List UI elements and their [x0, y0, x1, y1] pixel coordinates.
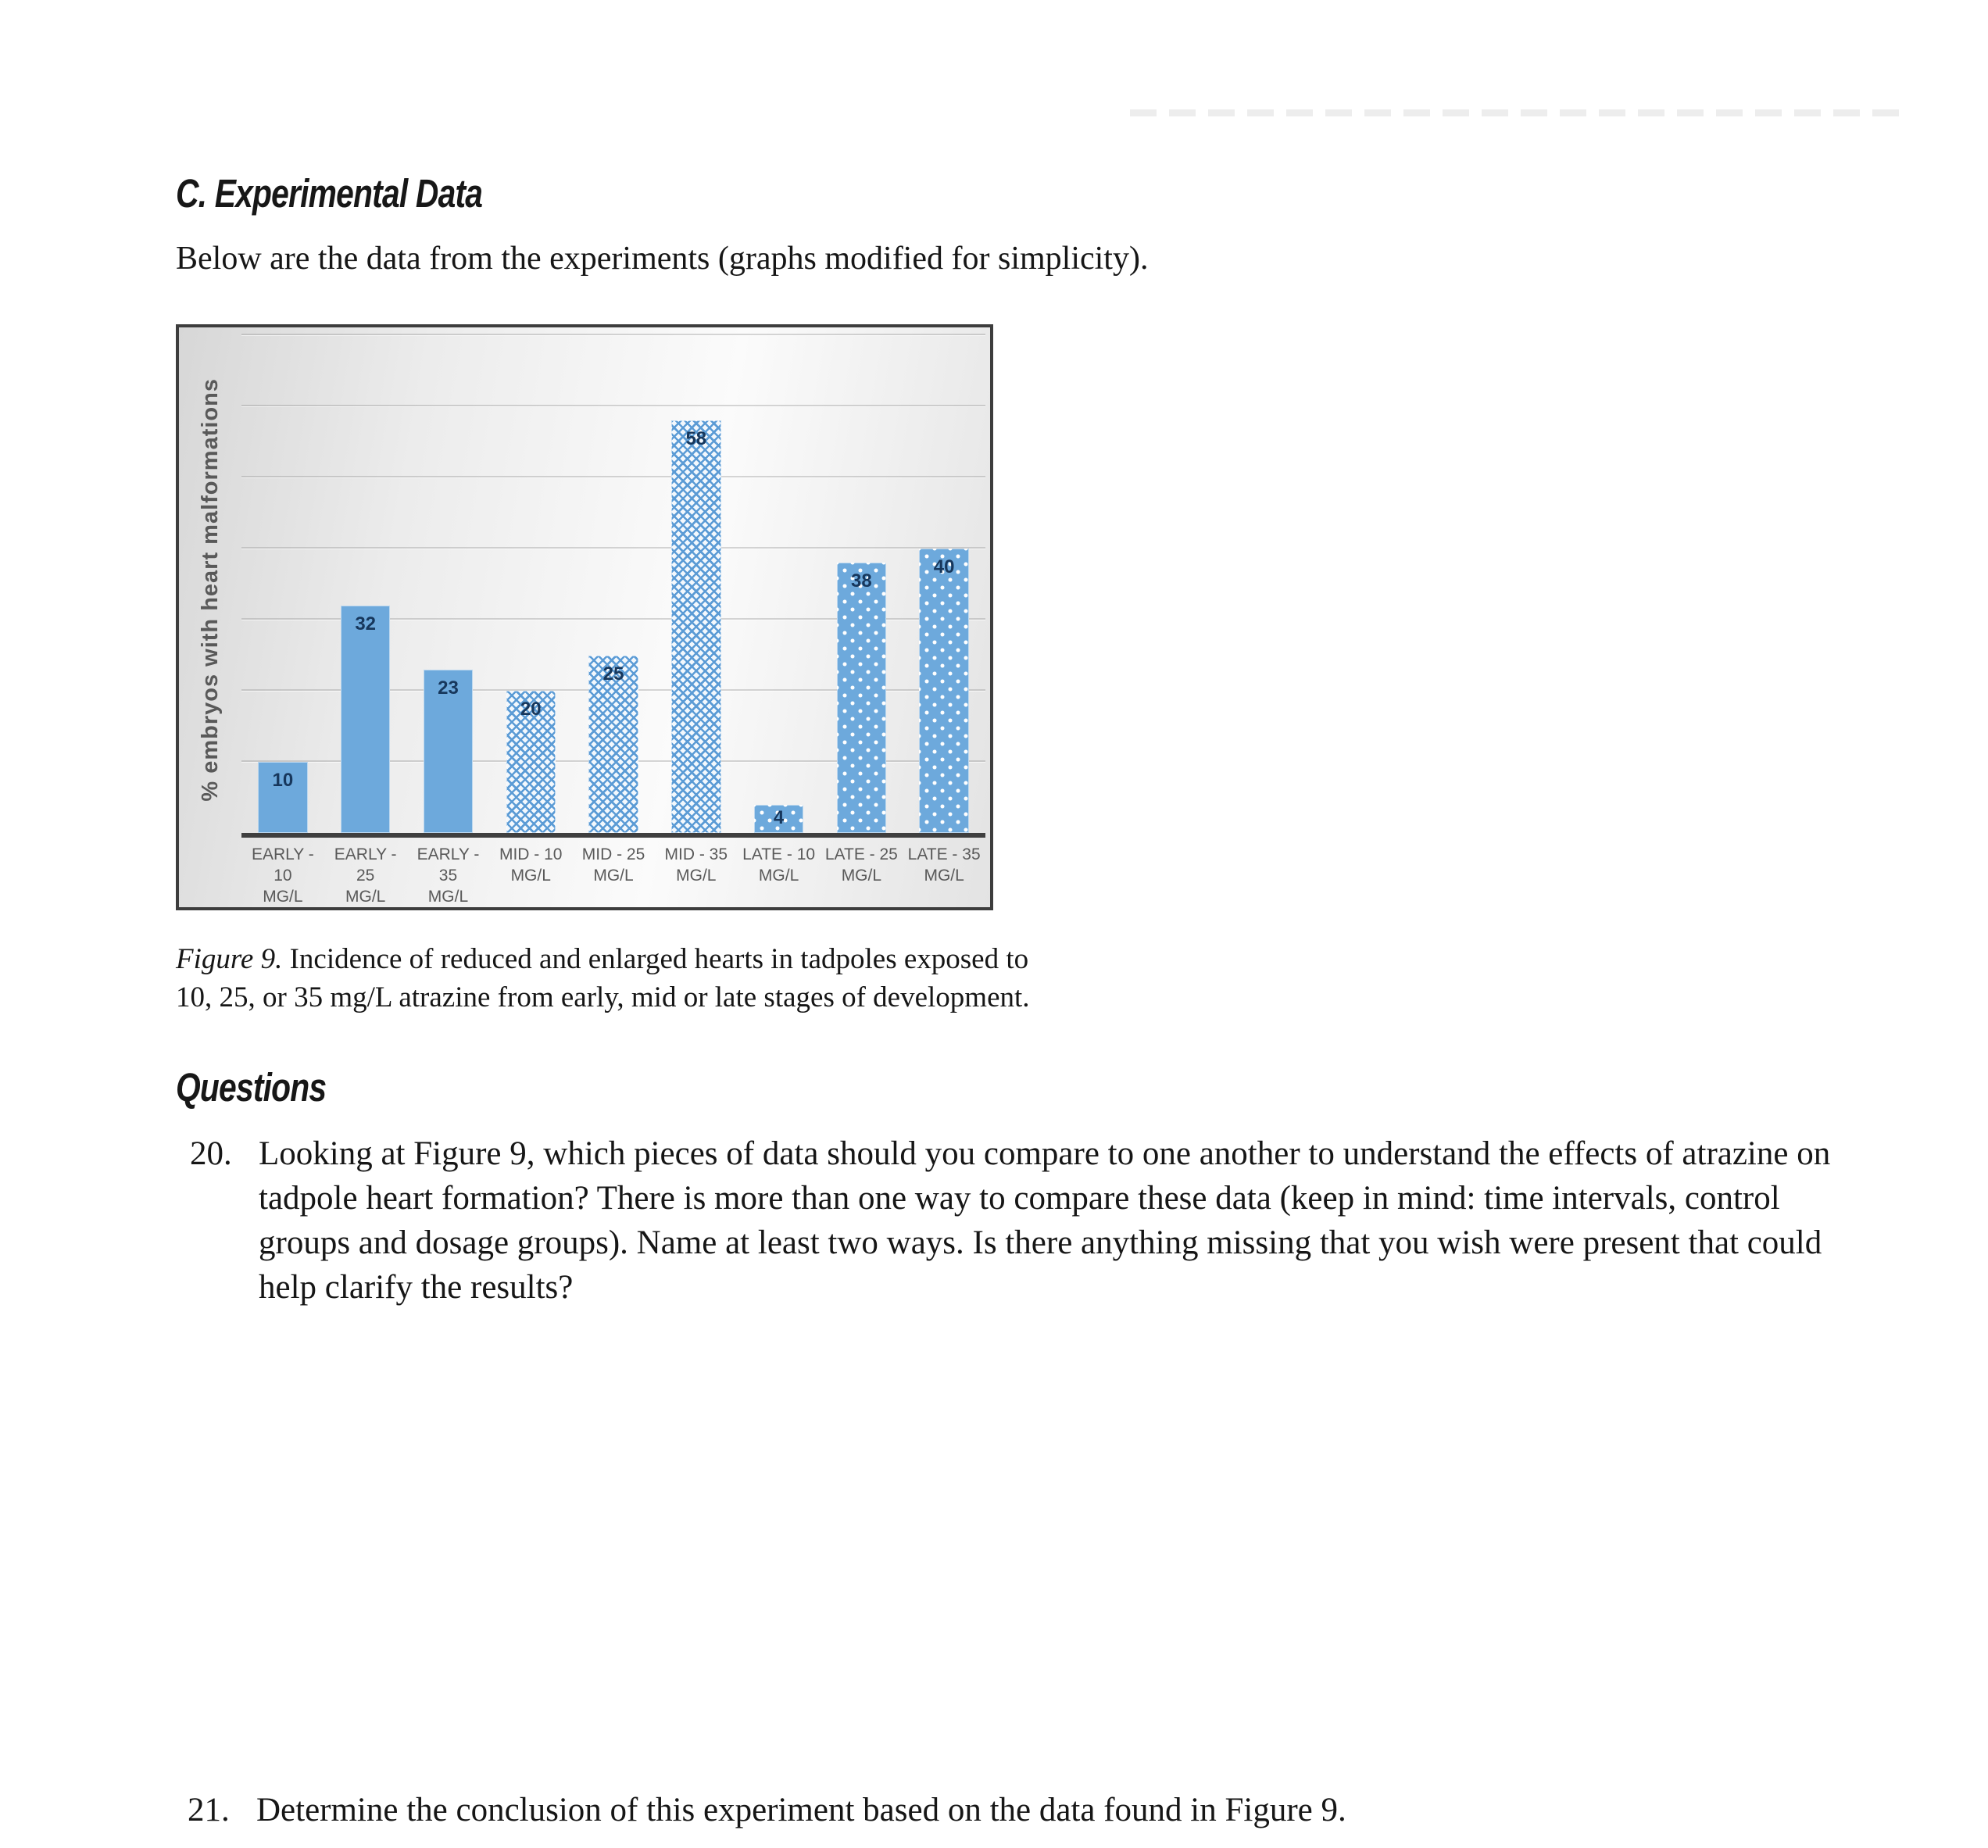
x-tick-early-35-mg-l: [407, 844, 490, 907]
bar-late-35-mg-l: [919, 549, 968, 833]
question-21-text: Determine the conclusion of this experiment based on the data found in Figure 9.: [256, 1792, 1346, 1828]
x-tick-line1: EARLY - 10: [252, 845, 314, 885]
x-tick-line1: EARLY - 35: [417, 845, 480, 885]
bar-value-label-early-10-mg-l: 10: [272, 770, 294, 791]
x-tick-line2: MG/L: [841, 867, 882, 885]
bar-value-label-late-25-mg-l: 38: [851, 570, 872, 592]
bar-late-25-mg-l: [837, 563, 886, 833]
bar-early-35-mg-l: [424, 670, 473, 833]
x-tick-early-10-mg-l: [241, 844, 324, 907]
faint-header-artifact: [1130, 109, 1904, 116]
bar-slot-late-35-mg-l: [903, 327, 985, 833]
bar-value-label-late-10-mg-l: 4: [773, 806, 785, 828]
bar-slot-mid-10-mg-l: [489, 327, 572, 833]
question-20-number: 20.: [190, 1135, 232, 1172]
bar-mid-25-mg-l: [588, 656, 638, 834]
bar-value-label-early-25-mg-l: 32: [355, 613, 377, 634]
bar-slot-early-35-mg-l: [407, 327, 490, 833]
x-tick-line2: MG/L: [263, 888, 303, 906]
x-tick-line2: MG/L: [593, 867, 634, 885]
bar-value-label-mid-35-mg-l: 58: [685, 428, 707, 450]
bar-value-label-early-35-mg-l: 23: [438, 677, 459, 699]
question-21: [188, 1788, 1860, 1832]
figure-caption-line1: [176, 940, 1074, 978]
plot-area: [241, 327, 985, 833]
x-tick-row: [241, 838, 985, 907]
bar-mid-35-mg-l: [671, 420, 720, 833]
bar-value-label-late-35-mg-l: 40: [933, 556, 955, 577]
figure-caption-line2: 10, 25, or 35 mg/L atrazine from early, mid or late stages of development.: [176, 981, 1030, 1013]
x-tick-line2: MG/L: [510, 867, 551, 885]
bar-slot-late-10-mg-l: [738, 327, 821, 833]
bar-early-25-mg-l: [341, 606, 390, 833]
x-tick-mid-25-mg-l: [572, 844, 655, 886]
x-tick-line1: EARLY - 25: [334, 845, 397, 885]
x-tick-line1: LATE - 35: [907, 845, 981, 863]
intro-paragraph: Below are the data from the experiments (graphs modified for simplicity).: [176, 241, 1149, 277]
section-heading-experimental-data: C. Experimental Data: [176, 171, 483, 216]
bar-row: [241, 327, 985, 833]
section-heading-questions: Questions: [176, 1065, 327, 1110]
x-tick-line2: MG/L: [924, 867, 964, 885]
x-tick-line1: MID - 25: [581, 845, 645, 863]
y-axis-title-column: [179, 327, 241, 907]
x-tick-mid-10-mg-l: [489, 844, 572, 886]
question-20: [190, 1131, 1862, 1310]
bar-late-10-mg-l: [754, 805, 803, 833]
y-axis-title: % embryos with heart malformations: [197, 378, 223, 802]
x-tick-late-25-mg-l: [820, 844, 903, 886]
x-tick-line1: LATE - 10: [742, 845, 816, 863]
x-tick-late-35-mg-l: [903, 844, 985, 886]
figure-caption-prefix: Figure 9.: [176, 943, 283, 975]
x-tick-line2: MG/L: [676, 867, 717, 885]
x-tick-line1: MID - 35: [664, 845, 728, 863]
x-tick-line1: LATE - 25: [824, 845, 898, 863]
plot-column: [241, 327, 990, 907]
x-tick-line1: MID - 10: [499, 845, 563, 863]
x-tick-line2: MG/L: [345, 888, 386, 906]
figure-9-bar-chart: [176, 324, 993, 910]
bar-slot-mid-25-mg-l: [572, 327, 655, 833]
x-tick-line2: MG/L: [427, 888, 469, 906]
figure-caption: [176, 940, 1074, 1017]
bar-slot-late-25-mg-l: [820, 327, 903, 833]
bar-slot-early-25-mg-l: [324, 327, 407, 833]
question-20-text: Looking at Figure 9, which pieces of data should you compare to one another to understand the effects of atrazine on tadpole heart formation? There is more than one way to compare these data (keep in mind: time intervals, control groups and dosage groups). Name at least two ways. Is there anything missing that you wish were present that could help clarify the results?: [259, 1135, 1831, 1306]
x-tick-mid-35-mg-l: [655, 844, 738, 886]
bar-value-label-mid-25-mg-l: 25: [602, 663, 624, 685]
x-tick-line2: MG/L: [758, 867, 799, 885]
bar-slot-early-10-mg-l: [241, 327, 324, 833]
bar-value-label-mid-10-mg-l: 20: [520, 699, 542, 720]
bar-mid-10-mg-l: [506, 691, 556, 833]
bar-early-10-mg-l: [258, 762, 307, 833]
question-21-number: 21.: [188, 1792, 230, 1828]
x-tick-late-10-mg-l: [738, 844, 821, 886]
bar-slot-mid-35-mg-l: [655, 327, 738, 833]
figure-caption-text1: Incidence of reduced and enlarged hearts in tadpoles exposed to: [282, 943, 1029, 975]
x-tick-early-25-mg-l: [324, 844, 407, 907]
